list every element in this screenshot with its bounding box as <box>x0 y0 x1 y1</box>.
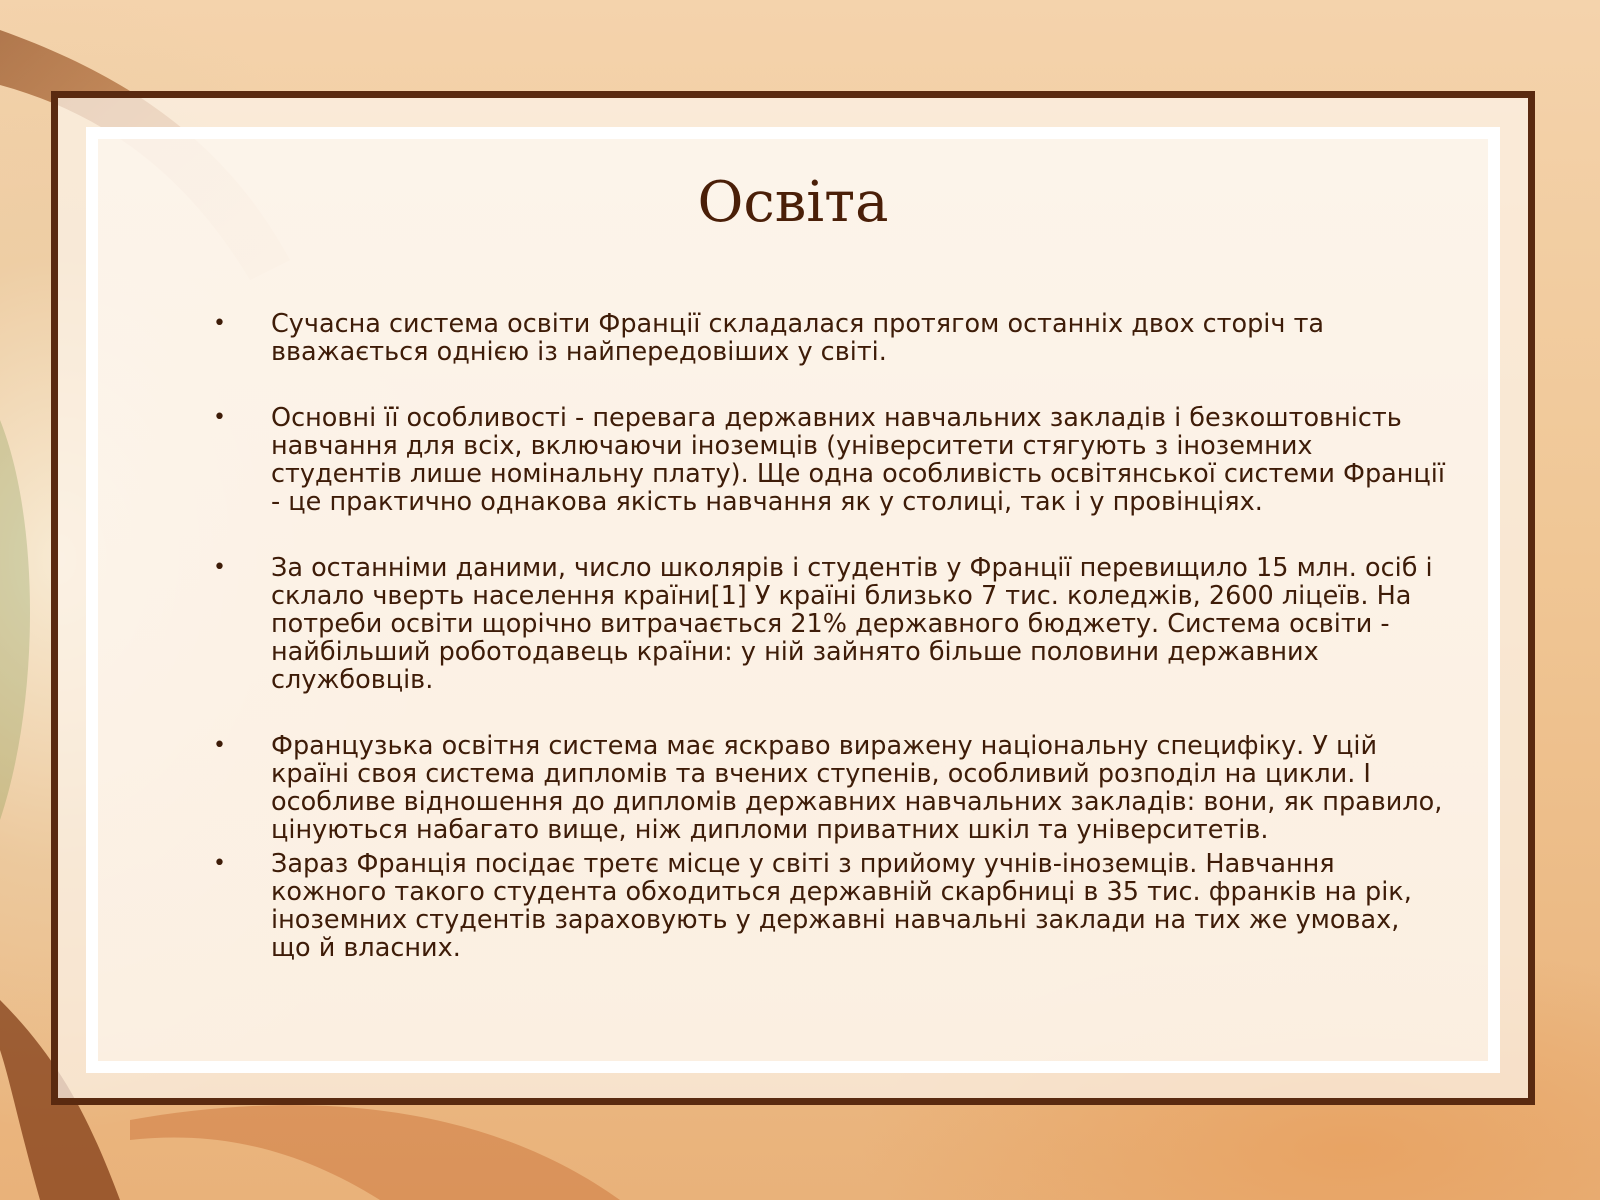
bullet-item <box>205 310 1445 366</box>
bullet-text: Основні її особливості - перевага державних навчальних закладів і безкоштовність навчання для всіх, включаючи іноземців (університети стягують з іноземних студентів лише номінальну плату). Ще одна особливість освітянської системи Франції - це практично однакова якість навчання як у столиці, так і у провінціях. <box>271 403 1445 517</box>
bullet-icon: • <box>213 405 226 430</box>
bullet-item <box>205 404 1445 516</box>
slide-title: Освіта <box>697 170 889 235</box>
bullet-list <box>205 310 1445 962</box>
bullet-icon: • <box>213 311 226 336</box>
bullet-icon: • <box>213 851 226 876</box>
bullet-text: Французька освітня система має яскраво виражену національну специфіку. У цій країні своя система дипломів та вчених ступенів, особливий розподіл на цикли. І особливе відношення до дипломів державних навчальних закладів: вони, як правило, цінуються набагато вище, ніж дипломи приватних шкіл та університетів. <box>271 731 1443 845</box>
bullet-text: Зараз Франція посідає третє місце у світі з прийому учнів-іноземців. Навчання кожного такого студента обходиться державній скарбниці в 35 тис. франків на рік, іноземних студентів зараховують у державні навчальні заклади на тих же умовах, що й власних. <box>271 849 1412 963</box>
bullet-text: Сучасна система освіти Франції складалася протягом останніх двох сторіч та вважається однією із найпередовіших у світі. <box>271 309 1325 367</box>
bullet-icon: • <box>213 733 226 758</box>
bullet-text: За останніми даними, число школярів і студентів у Франції перевищило 15 млн. осіб і склало чверть населення країни[1] У країні близько 7 тис. коледжів, 2600 ліцеїв. На потреби освіти щорічно витрачається 21% державного бюджету. Система освіти - найбільший роботодавець країни: у ній зайнято більше половини державних службовців. <box>271 553 1433 695</box>
bullet-item <box>205 554 1445 694</box>
bullet-item <box>205 732 1445 844</box>
bullet-item <box>205 850 1445 962</box>
bullet-icon: • <box>213 555 226 580</box>
